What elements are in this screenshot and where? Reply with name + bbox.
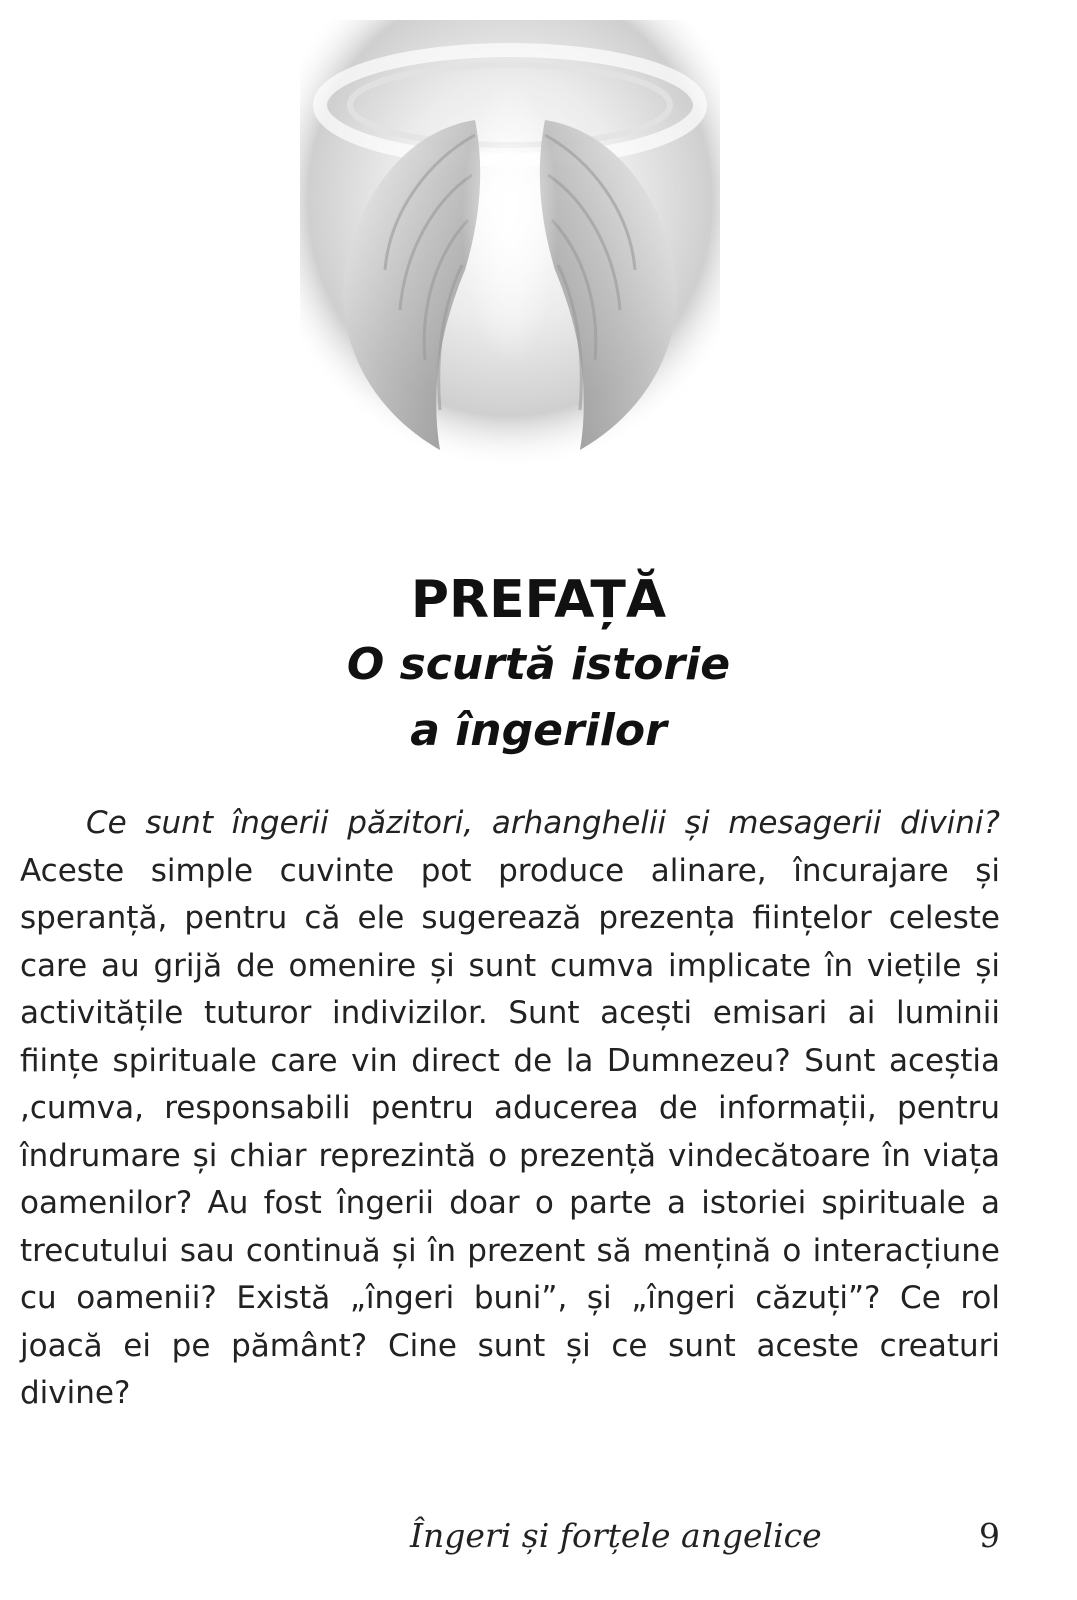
running-title: Îngeri și forțele angelice: [410, 1516, 822, 1555]
chapter-subtitle-line-1: O scurtă istorie: [346, 639, 731, 690]
chapter-heading: [0, 570, 1077, 764]
angel-wings-icon: [290, 10, 730, 480]
body-paragraph: [20, 800, 1000, 1418]
body-text: Aceste simple cuvinte pot produce alinare, încurajare și speranță, pentru că ele sugerează prezența ființelor celeste care au grijă de omenire și sunt cumva implicate în viețile și activitățile tuturor indivizilor. Sunt acești emisari ai luminii ființe spirituale care vin direct de la Dumnezeu? Sunt aceștia ,cumva, responsabili pentru aducerea de informații, pentru îndrumare și chiar reprezintă o prezență vindecătoare în viața oamenilor? Au fost îngerii doar o parte a istoriei spirituale a trecutului sau continuă și în prezent să mențină o interacțiune cu oamenii? Există „îngeri buni”, și „îngeri căzuți”? Ce rol joacă ei pe pământ? Cine sunt și ce sunt aceste creaturi divine?: [20, 852, 1000, 1411]
chapter-subtitle: [0, 632, 1077, 764]
chapter-title: PREFAȚĂ: [410, 570, 667, 630]
page-footer: [0, 1510, 1077, 1570]
page-number: 9: [979, 1516, 1000, 1555]
angel-wings-illustration: [290, 10, 730, 480]
chapter-subtitle-line-2: a îngerilor: [410, 705, 667, 756]
body-lead-question: Ce sunt îngerii păzitori, arhanghelii și mesagerii divini?: [86, 805, 1000, 841]
